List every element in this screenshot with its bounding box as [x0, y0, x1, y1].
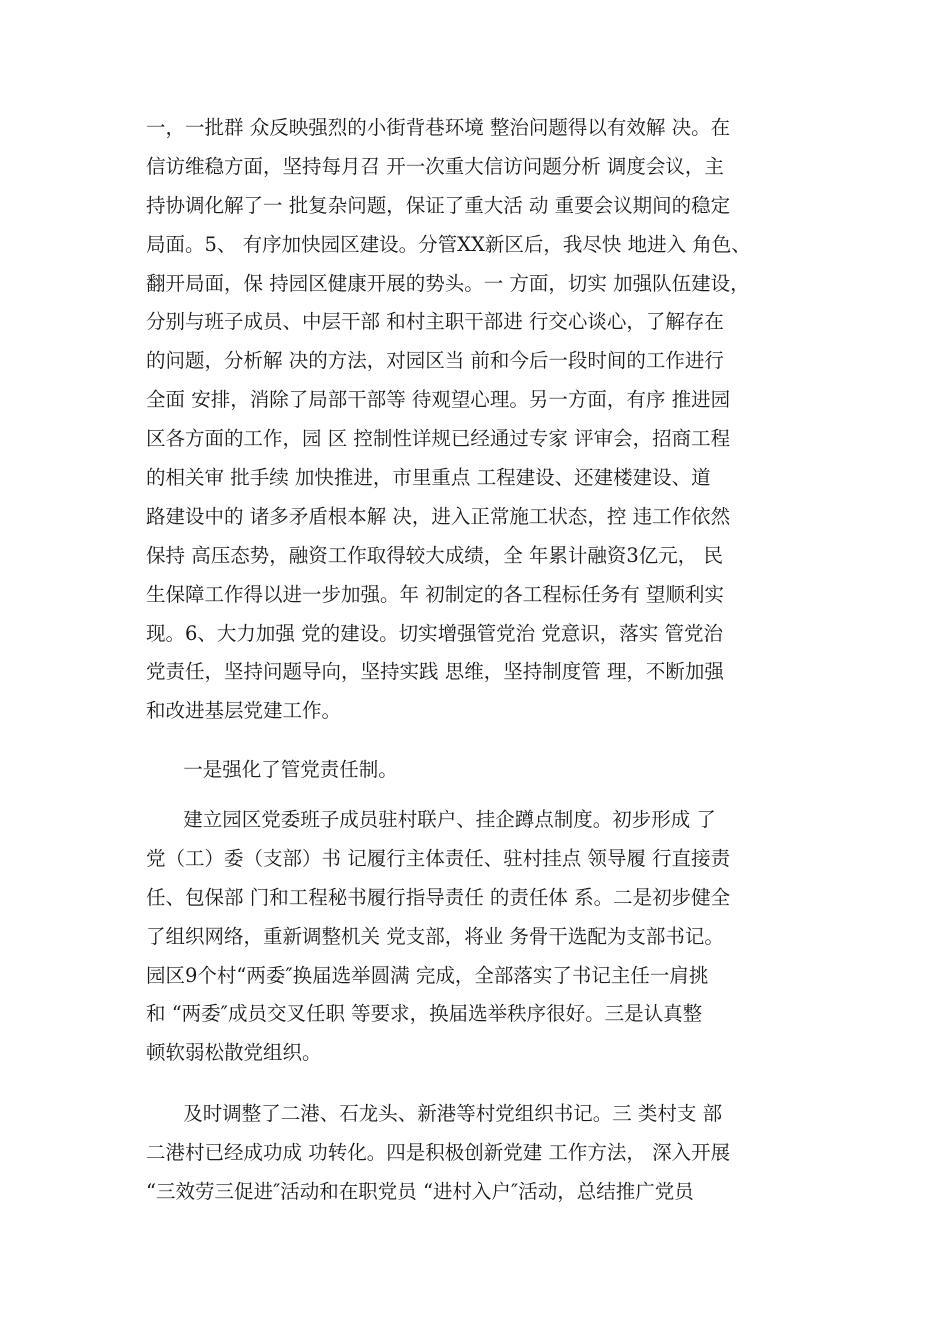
- text-line: 任、包保部 门和工程秘书履行指导责任 的责任体 系。二是初步健全: [146, 885, 731, 909]
- paragraph-2: [146, 751, 398, 790]
- text-line: 党责任，坚持问题导向，坚持实践 思维，坚持制度管 理，不断加强: [146, 660, 724, 684]
- text-line: 现。6、大力加强 党的建设。切实增强管党治 党意识，落实 管党治: [146, 621, 724, 645]
- text-line: 信访维稳方面，坚持每月召 开一次重大信访问题分析 调度会议，主: [146, 154, 724, 178]
- text-line: 了组织网络，重新调整机关 党支部，将业 务骨干选配为支部书记。: [146, 924, 724, 948]
- paragraph-4: [146, 1095, 730, 1212]
- text-line: 一是强化了管党责任制。: [146, 758, 398, 781]
- text-line: 顿软弱松散党组织。: [146, 1041, 322, 1065]
- text-line: 路建设中的 诸多矛盾根本解 决，进入正常施工状态，控 违工作依然: [146, 504, 731, 528]
- text-line: 园区9个村“两委″换届选举圆满 完成，全部落实了书记主任一肩挑: [146, 963, 709, 987]
- text-line: “三效劳三促进″活动和在职党员 “进村入户″活动，总结推广党员: [146, 1179, 694, 1203]
- text-line: 区各方面的工作，园 区 控制性详规已经通过专家 评审会，招商工程: [146, 427, 731, 451]
- text-line: 全面 安排，消除了局部干部等 待观望心理。另一方面，有序 推进园: [146, 388, 731, 412]
- text-line: 分别与班子成员、中层干部 和村主职干部进 行交心谈心，了解存在: [146, 310, 724, 334]
- text-line: 二港村已经成功成 功转化。四是积极创新党建 工作方法， 深入开展: [146, 1140, 731, 1164]
- text-line: 及时调整了二港、石龙头、新港等村党组织书记。三 类村支 部: [146, 1102, 723, 1125]
- text-line: 和改进基层党建工作。: [146, 699, 342, 723]
- text-line: 翻开局面，保 持园区健康开展的势头。一 方面，切实 加强队伍建设，: [146, 271, 750, 295]
- text-line: 保持 高压态势，融资工作取得较大成绩，全 年累计融资3亿元， 民: [146, 543, 724, 567]
- text-line: 局面。5、 有序加快园区建设。分管XX新区后，我尽快 地进入 角色、: [146, 232, 751, 256]
- paragraph-1: [146, 109, 751, 731]
- text-line: 建立园区党委班子成员驻村联户、挂企蹲点制度。初步形成 了: [146, 808, 716, 831]
- text-line: 一，一批群 众反映强烈的小街背巷环境 整治问题得以有效解 决。在: [146, 116, 731, 139]
- text-line: 的问题，分析解 决的方法，对园区当 前和今后一段时间的工作进行: [146, 349, 724, 373]
- paragraph-3: [146, 801, 730, 1073]
- text-line: 生保障工作得以进一步加强。年 初制定的各工程标任务有 望顺利实: [146, 582, 724, 606]
- text-line: 和 “两委″成员交叉任职 等要求，换届选举秩序很好。三是认真整: [146, 1002, 703, 1026]
- text-line: 的相关审 批手续 加快推进，市里重点 工程建设、还建楼建设、道: [146, 466, 711, 490]
- text-line: 持协调化解了一 批复杂问题，保证了重大活 动 重要会议期间的稳定: [146, 193, 731, 217]
- text-line: 党（工）委（支部）书 记履行主体责任、驻村挂点 领导履 行直接责: [146, 846, 731, 870]
